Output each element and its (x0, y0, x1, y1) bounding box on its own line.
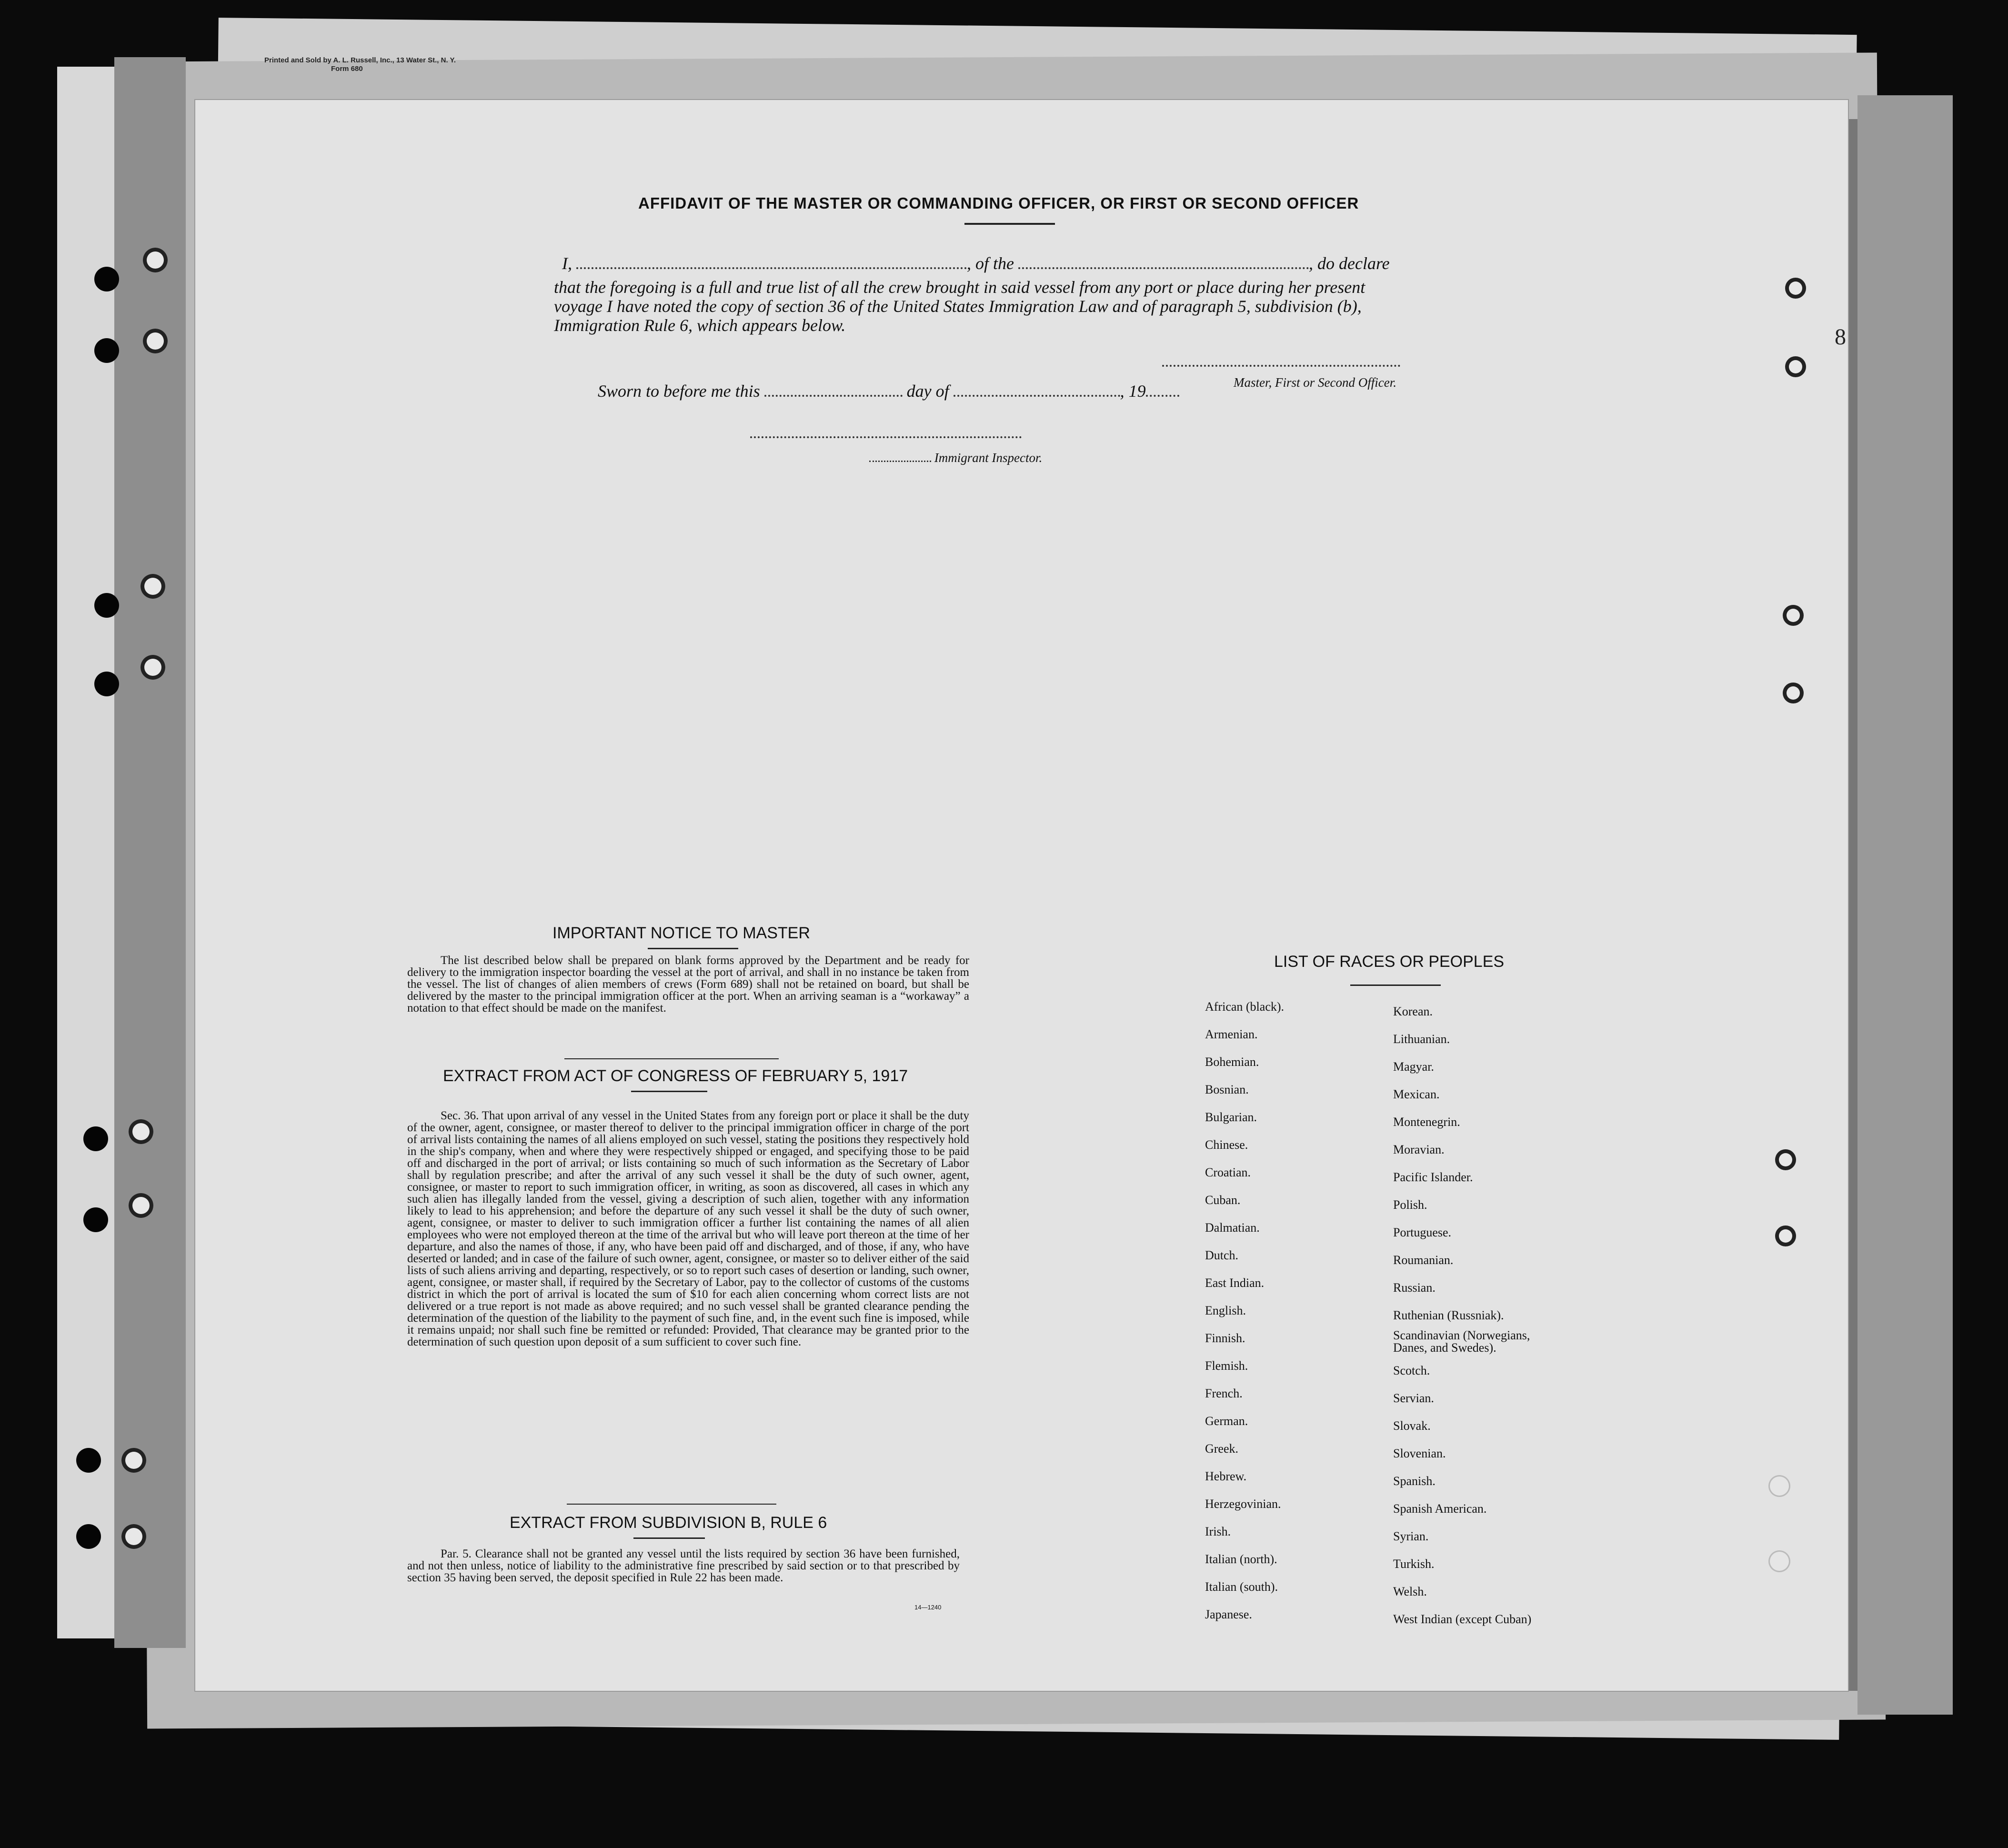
binder-hole (143, 329, 168, 353)
race-list-item: Roumanian. (1393, 1253, 1454, 1267)
inspector-signature-blank (750, 436, 1022, 438)
inspector-dots (869, 461, 931, 462)
race-list-item: Slovenian. (1393, 1446, 1446, 1460)
race-list-item: Dutch. (1205, 1248, 1239, 1262)
race-list-item: French. (1205, 1386, 1243, 1400)
vessel-blank (1018, 267, 1309, 269)
race-list-item: Croatian. (1205, 1165, 1251, 1179)
race-list-item: Irish. (1205, 1525, 1231, 1538)
year-label: , 19 (1120, 382, 1146, 401)
signature-blank (1162, 365, 1400, 367)
race-list-item: Greek. (1205, 1442, 1239, 1456)
race-list-item: Armenian. (1205, 1027, 1258, 1041)
inspector-label: Immigrant Inspector. (934, 451, 1043, 465)
do-declare-label: , do declare (1308, 254, 1390, 273)
race-list-item: Italian (south). (1205, 1580, 1278, 1594)
race-list-item: Montenegrin. (1393, 1115, 1460, 1129)
printer-credit (264, 56, 456, 73)
sworn-label: Sworn to before me this (598, 382, 760, 401)
race-list-item: Servian. (1393, 1391, 1434, 1405)
binder-hole (121, 1524, 146, 1549)
binder-hole (1768, 1550, 1790, 1572)
binder-hole (1783, 683, 1804, 703)
act-extract-text: Sec. 36. That upon arrival of any vessel in the United States from any foreign port or place it shall be the duty of the owner, agent, consignee, or master thereof to deliver to the principal immigration officer in charge of the port of arrival lists containing the names of all aliens employed on such vessel, stating the positions they respectively hold in the ship's company, when and where they were respectively shipped or engaged, and specifying those to be paid off and discharged in the port of arrival; or lists containing so much of such information as the Secretary of Labor shall by regulation prescribe; and after the arrival of any such vessel it shall be the duty of such owner, agent, consignee, or master to report to such immigration officer, in writing, as soon as discovered, all cases in which any such alien has illegally landed from the vessel, giving a description of such alien, together with any information likely to lead to his apprehension; and before the departure of any such vessel it shall be the duty of such owner, agent, consignee, or master to deliver to such immigration officer a further list containing the names of all alien employees who were not employed thereon at the time of the arrival but who will leave port thereon at the time of her departure, and also the names of those, if any, who have been paid off and discharged, and of those, if any, who have deserted or landed; and in case of the failure of such owner, agent, consignee, or master so to deliver either of the said lists of such aliens arriving and departing, respectively, or so to report such cases of desertion or landing, such owner, agent, consignee, or master shall, if required by the Secretary of Labor, pay to the collector of customs of the customs district in which the port of arrival is located the sum of $10 for each alien concerning whom correct lists are not delivered or a true report is not made as above required; and no such vessel shall be granted clearance pending the determination of the question of the liability to the payment of such fine, and, in the event such fine is imposed, while it remains unpaid; nor shall such fine be remitted or refunded: Provided, That clearance may be granted prior to the determination of such question upon deposit of a sum sufficient to cover such fine. (407, 1109, 969, 1348)
race-list-item: Portuguese. (1393, 1225, 1452, 1239)
binder-hole (141, 574, 165, 599)
affidavit-body-line: that the foregoing is a full and true list of all the crew brought in said vessel from any port or place during her present (554, 278, 1365, 297)
race-list-item: Polish. (1393, 1198, 1427, 1212)
race-list-item: Lithuanian. (1393, 1032, 1450, 1046)
left-binding-shadow (114, 57, 186, 1648)
act-extract-title: EXTRACT FROM ACT OF CONGRESS OF FEBRUARY 5, 1917 (443, 1067, 908, 1085)
race-list-item: Russian. (1393, 1281, 1436, 1295)
binder-hole (1768, 1475, 1790, 1497)
race-list-item: Finnish. (1205, 1331, 1245, 1345)
races-column-1 (1205, 993, 1284, 1628)
race-list-item: Spanish. (1393, 1474, 1436, 1488)
race-list-item: Bohemian. (1205, 1055, 1259, 1069)
binder-hole (94, 593, 119, 618)
divider-rule (648, 948, 738, 949)
race-list-item: Scandinavian (Norwegians, Danes, and Swedes). (1393, 1328, 1530, 1355)
races-title: LIST OF RACES OR PEOPLES (1274, 953, 1505, 971)
affidavit-title: AFFIDAVIT OF THE MASTER OR COMMANDING OFFICER, OR FIRST OR SECOND OFFICER (638, 194, 1359, 212)
day-blank (764, 395, 903, 397)
binder-hole (76, 1524, 101, 1549)
race-list-item: Japanese. (1205, 1607, 1252, 1621)
race-list-item: Italian (north). (1205, 1552, 1277, 1566)
race-list-item: Magyar. (1393, 1060, 1434, 1074)
binder-hole (76, 1448, 101, 1473)
year-blank (1146, 395, 1179, 397)
i-label: I, (562, 254, 572, 273)
binder-hole (1785, 278, 1806, 299)
binder-hole (141, 655, 165, 680)
binder-hole (83, 1126, 108, 1151)
sworn-line (598, 381, 1179, 401)
notice-title: IMPORTANT NOTICE TO MASTER (552, 924, 810, 942)
race-list-item: Slovak. (1393, 1419, 1431, 1433)
divider-rule (964, 223, 1055, 225)
race-list-item: Bosnian. (1205, 1083, 1249, 1096)
races-column-2 (1393, 998, 1550, 1633)
signature-label: Master, First or Second Officer. (1234, 375, 1396, 390)
binder-hole (121, 1448, 146, 1473)
race-list-item: Bulgarian. (1205, 1110, 1257, 1124)
race-list-item: Moravian. (1393, 1143, 1445, 1156)
race-list-item: Herzegovinian. (1205, 1497, 1281, 1511)
race-list-item: Ruthenian (Russniak). (1393, 1308, 1504, 1322)
race-list-item: English. (1205, 1304, 1246, 1317)
binder-hole (1785, 356, 1806, 377)
binder-hole (1775, 1225, 1796, 1246)
left-binding-strip (57, 67, 114, 1638)
printer-credit-line: Printed and Sold by A. L. Russell, Inc., 13 Water St., N. Y. (264, 56, 456, 64)
right-page-edge (1857, 95, 1953, 1715)
race-list-item: Dalmatian. (1205, 1221, 1260, 1235)
divider-rule (564, 1058, 779, 1059)
race-list-item: Mexican. (1393, 1087, 1440, 1101)
name-blank (576, 267, 967, 269)
divider-rule (633, 1537, 705, 1539)
race-list-item: Spanish American. (1393, 1502, 1487, 1516)
binder-hole (94, 267, 119, 291)
binder-hole (1783, 605, 1804, 626)
race-list-item: Korean. (1393, 1004, 1433, 1018)
inspector-line (869, 451, 1042, 465)
race-list-item: Syrian. (1393, 1529, 1429, 1543)
binder-hole (129, 1193, 153, 1218)
binder-hole (83, 1207, 108, 1232)
binder-hole (94, 338, 119, 363)
divider-rule (631, 1091, 707, 1092)
main-form-sheet (195, 100, 1848, 1691)
race-list-item: Turkish. (1393, 1557, 1435, 1571)
affidavit-body-line: Immigration Rule 6, which appears below. (554, 316, 846, 335)
binder-hole (129, 1119, 153, 1144)
binder-hole (94, 672, 119, 696)
race-list-item: African (black). (1205, 1000, 1285, 1014)
race-list-item: Welsh. (1393, 1585, 1427, 1598)
month-blank (954, 395, 1120, 397)
race-list-item: Scotch. (1393, 1364, 1430, 1377)
binder-hole (1775, 1149, 1796, 1170)
divider-rule (1350, 984, 1441, 986)
race-list-item: Flemish. (1205, 1359, 1248, 1373)
of-the-label: , of the (967, 254, 1014, 273)
form-code: 14—1240 (914, 1604, 942, 1611)
binder-hole (143, 248, 168, 272)
rule-extract-title: EXTRACT FROM SUBDIVISION B, RULE 6 (510, 1514, 827, 1532)
race-list-item: East Indian. (1205, 1276, 1265, 1290)
day-of-label: day of (906, 382, 949, 401)
notice-text: The list described below shall be prepared on blank forms approved by the Department and be ready for delivery to the immigration inspector boarding the vessel at the port of arrival, and shall in no instance be taken from the vessel. The list of changes of alien members of crews (Form 689) shall not be retained on board, but shall be delivered by the master to the principal immigration officer at the port. When an arriving seaman is a “workaway” a notation to that effect should be made on the manifest. (407, 954, 969, 1014)
divider-rule (567, 1504, 776, 1505)
race-list-item: German. (1205, 1414, 1248, 1428)
race-list-item: Chinese. (1205, 1138, 1248, 1152)
race-list-item: West Indian (except Cuban) (1393, 1612, 1532, 1626)
race-list-item: Hebrew. (1205, 1469, 1247, 1483)
race-list-item: Pacific Islander. (1393, 1170, 1473, 1184)
affidavit-declaration-line (562, 253, 1390, 273)
form-number: Form 680 (331, 65, 363, 73)
race-list-item: Cuban. (1205, 1193, 1241, 1207)
rule-extract-text: Par. 5. Clearance shall not be granted any vessel until the lists required by section 36 have been furnished, and not then unless, notice of liability to the administrative fine prescribed by said section or to that prescribed by section 35 having been served, the deposit specified in Rule 22 has been made. (407, 1547, 960, 1584)
margin-mark: 8 (1835, 324, 1846, 350)
affidavit-body-line: voyage I have noted the copy of section 36 of the United States Immigration Law and of paragraph 5, subdivision (b), (554, 297, 1362, 316)
